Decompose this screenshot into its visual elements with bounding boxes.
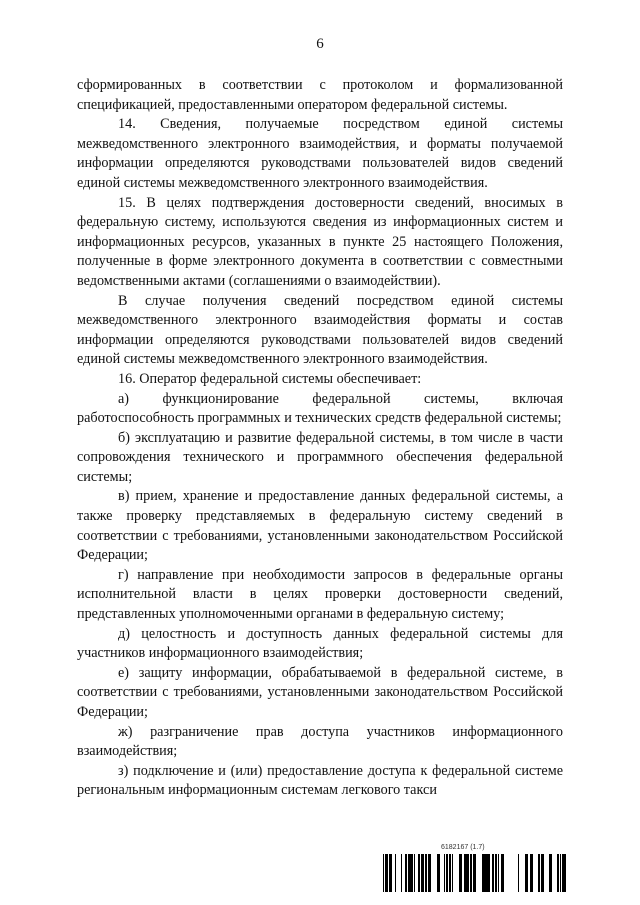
list-item-d: д) целостность и доступность данных федеральной системы для участников информационного взаимодействия; [77, 625, 563, 662]
paragraph-continuation: сформированных в соответствии с протоколом и формализованной спецификацией, предоставленными оператором федеральной системы. [77, 77, 563, 113]
list-item-v: в) прием, хранение и предоставление данных федеральной системы, а также проверку представляемых в федеральную систему сведений в соответствии с требованиями, установленными законодательством Российской Федерации; [77, 488, 563, 564]
barcode-code-text: 6182167 (1.7) [441, 844, 485, 851]
list-item-g: г) направление при необходимости запросов в федеральные органы исполнительной власти в целях проверки достоверности сведений, представленных уполномоченными органами в федеральную систему; [77, 566, 563, 623]
list-item-a: а) функционирование федеральной системы, включая работоспособность программных и технических средств федеральной системы; [77, 390, 563, 427]
paragraph-item-14: 14. Сведения, получаемые посредством единой системы межведомственного электронного взаимодействия, и форматы получаемой информации определяются руководствами пользователей видов сведений единой системы межведомственного электронного взаимодействия. [77, 116, 563, 191]
document-body [77, 76, 563, 801]
page-number: 6 [316, 36, 324, 52]
paragraph-item-16: 16. Оператор федеральной системы обеспечивает: [118, 370, 422, 387]
barcode [383, 844, 568, 894]
barcode-image [383, 854, 568, 892]
list-item-e: е) защиту информации, обрабатываемой в федеральной системе, в соответствии с требованиями, установленными законодательством Российской Федерации; [77, 664, 563, 720]
paragraph-item-15: 15. В целях подтверждения достоверности сведений, вносимых в федеральную систему, используются сведения из информационных систем и информационных ресурсов, указанных в пункте 25 настоящего Положения, полученные в форме электронного документа в соответствии с совместными ведомственными актами (соглашениями о взаимодействии). [77, 194, 563, 289]
paragraph-smev-formats: В случае получения сведений посредством единой системы межведомственного электронного взаимодействия форматы и состав информации определяются руководствами пользователей видов сведений единой системы межведомственного электронного взаимодействия. [77, 292, 563, 368]
list-item-zh: ж) разграничение прав доступа участников информационного взаимодействия; [77, 723, 563, 760]
list-item-b: б) эксплуатацию и развитие федеральной системы, в том числе в части сопровождения технического и программного обеспечения федеральной системы; [77, 429, 563, 485]
list-item-z: з) подключение и (или) предоставление доступа к федеральной системе региональным информационным системам легкового такси [77, 762, 563, 799]
